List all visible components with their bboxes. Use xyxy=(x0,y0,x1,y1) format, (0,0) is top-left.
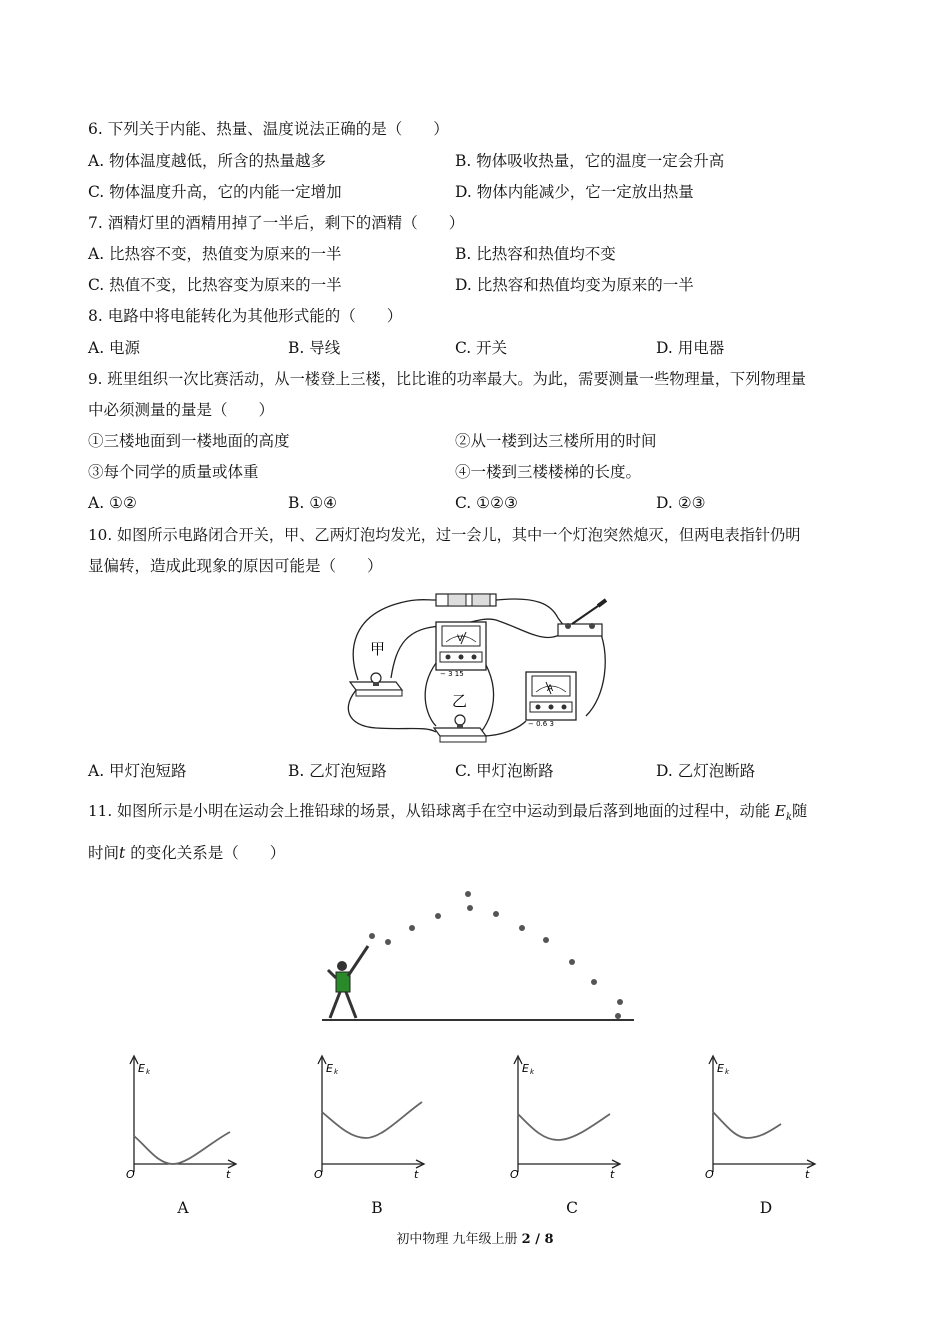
q9-stem-line1: 9. 班里组织一次比赛活动，从一楼登上三楼，比比谁的功率最大。为此，需要测量一些物理量，下列物理量 xyxy=(88,370,806,388)
wire-battery-left xyxy=(353,600,436,680)
ammeter-symbol: A xyxy=(547,684,554,694)
ammeter xyxy=(526,672,576,720)
q8-option-a: A. 电源 xyxy=(88,339,141,357)
q9-option-b: B. ①④ xyxy=(288,494,338,512)
ammeter-terminals: − 0.6 3 xyxy=(528,720,554,728)
graph-d-xlabel: t xyxy=(805,1168,810,1181)
shot-trajectory xyxy=(369,891,623,1019)
q6-option-a: A. 物体温度越低，所含的热量越多 xyxy=(88,152,327,170)
q11-time-symbol: t xyxy=(119,844,126,862)
q6-option-c: C. 物体温度升高，它的内能一定增加 xyxy=(88,183,342,201)
q11-stem-line1 xyxy=(88,801,807,828)
q11-stem-line2-pre: 时间 xyxy=(88,844,120,862)
footer-page-sep: / xyxy=(530,1232,545,1247)
graph-c-ylabel: E xyxy=(522,1062,529,1075)
q9-option-c: C. ①②③ xyxy=(455,494,518,512)
graph-b-xlabel: t xyxy=(414,1168,419,1181)
q10-option-c: C. 甲灯泡断路 xyxy=(455,762,554,780)
q11-stem-line2 xyxy=(88,843,285,863)
graph-c xyxy=(502,1052,627,1182)
voltmeter-terminals: − 3 15 xyxy=(440,670,464,678)
graph-d-curve xyxy=(713,1112,781,1138)
graph-a-xlabel: t xyxy=(226,1168,231,1181)
graph-b-ylabel: E xyxy=(326,1062,333,1075)
lamp-yi xyxy=(434,715,486,742)
page-footer xyxy=(0,1228,950,1247)
q6-stem: 6. 下列关于内能、热量、温度说法正确的是（ ） xyxy=(88,120,449,138)
graph-d-ylabel-sub: k xyxy=(725,1068,730,1076)
graph-a-ylabel-sub: k xyxy=(146,1068,151,1076)
q9-option-d: D. ②③ xyxy=(656,494,706,512)
graph-caption-d: D xyxy=(759,1199,773,1217)
shot-put-scene xyxy=(318,884,638,1024)
footer-subject: 初中物理 九年级上册 xyxy=(396,1232,522,1247)
q9-option-a: A. ①② xyxy=(88,494,137,512)
q10-option-a: A. 甲灯泡短路 xyxy=(88,762,187,780)
graph-a-ylabel: E xyxy=(138,1062,145,1075)
q10-stem-line1: 10. 如图所示电路闭合开关，甲、乙两灯泡均发光，过一会儿，其中一个灯泡突然熄灭，但两电表指针仍明 xyxy=(88,526,801,544)
footer-page-current: 2 xyxy=(521,1232,531,1247)
q7-option-b: B. 比热容和热值均不变 xyxy=(455,245,616,263)
graph-c-xlabel: t xyxy=(610,1168,615,1181)
wire-battery-switch xyxy=(496,599,564,626)
q9-item-2: ②从一楼到达三楼所用的时间 xyxy=(455,432,657,450)
graph-caption-a: A xyxy=(177,1199,189,1217)
graph-c-origin: O xyxy=(510,1168,519,1181)
q7-stem: 7. 酒精灯里的酒精用掉了一半后，剩下的酒精（ ） xyxy=(88,214,465,232)
lamp-jia-label: 甲 xyxy=(370,640,386,658)
graph-b-curve xyxy=(322,1102,422,1138)
wire-lamp2-ammeter xyxy=(481,721,526,736)
q10-option-b: B. 乙灯泡短路 xyxy=(288,762,387,780)
q6-option-b: B. 物体吸收热量，它的温度一定会升高 xyxy=(455,152,725,170)
graph-a-origin: O xyxy=(126,1168,135,1181)
graph-c-curve xyxy=(518,1114,610,1140)
q9-item-4: ④一楼到三楼楼梯的长度。 xyxy=(455,463,642,481)
q11-energy-symbol: E xyxy=(774,802,786,820)
battery xyxy=(436,594,496,606)
q11-energy-sub: k xyxy=(785,812,793,824)
q10-stem-line2: 显偏转，造成此现象的原因可能是（ ） xyxy=(88,557,383,575)
graph-d-origin: O xyxy=(705,1168,714,1181)
q6-option-d: D. 物体内能减少，它一定放出热量 xyxy=(455,183,694,201)
voltmeter-symbol: V xyxy=(457,634,464,644)
graph-caption-b: B xyxy=(371,1199,383,1217)
q9-item-3: ③每个同学的质量或体重 xyxy=(88,463,259,481)
circuit-diagram xyxy=(336,586,616,750)
q7-option-a: A. 比热容不变，热值变为原来的一半 xyxy=(88,245,342,263)
wire-switch-ammeter xyxy=(586,626,605,716)
q7-option-d: D. 比热容和热值均变为原来的一半 xyxy=(455,276,694,294)
graph-caption-c: C xyxy=(566,1199,578,1217)
switch xyxy=(558,600,606,636)
q11-stem-line1-tail: 随 xyxy=(792,802,808,820)
q8-stem: 8. 电路中将电能转化为其他形式能的（ ） xyxy=(88,307,403,325)
q8-option-c: C. 开关 xyxy=(455,339,508,357)
graph-b-ylabel-sub: k xyxy=(334,1068,339,1076)
graph-a-curve xyxy=(134,1132,230,1164)
q7-option-c: C. 热值不变，比热容变为原来的一半 xyxy=(88,276,342,294)
graph-b-origin: O xyxy=(314,1168,323,1181)
q11-stem-line2-post: 的变化关系是（ ） xyxy=(130,844,286,862)
q8-option-b: B. 导线 xyxy=(288,339,341,357)
graph-c-ylabel-sub: k xyxy=(530,1068,535,1076)
graph-d xyxy=(697,1052,822,1182)
q10-option-d: D. 乙灯泡断路 xyxy=(656,762,756,780)
graph-d-ylabel: E xyxy=(717,1062,724,1075)
graph-b xyxy=(306,1052,431,1182)
lamp-yi-label: 乙 xyxy=(452,692,468,710)
athlete-figure xyxy=(328,946,368,1018)
q9-item-1: ①三楼地面到一楼地面的高度 xyxy=(88,432,290,450)
q8-option-d: D. 用电器 xyxy=(656,339,725,357)
footer-page-total: 8 xyxy=(544,1232,554,1247)
graph-a xyxy=(118,1052,243,1182)
q11-stem-line1-text: 11. 如图所示是小明在运动会上推铅球的场景，从铅球离手在空中运动到最后落到地面的过程中，动能 xyxy=(88,802,771,820)
lamp-jia xyxy=(350,673,402,696)
voltmeter xyxy=(436,622,486,670)
q9-stem-line2: 中必须测量的量是（ ） xyxy=(88,401,275,419)
